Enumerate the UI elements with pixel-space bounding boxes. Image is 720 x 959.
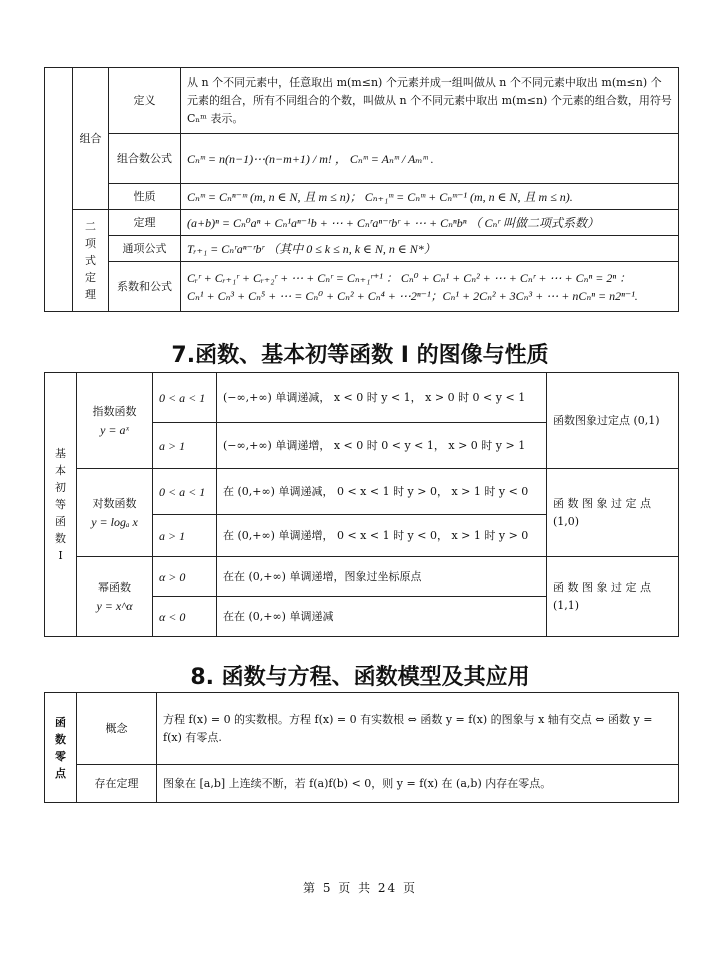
func-name: 对数函数 (92, 496, 137, 510)
coef-line-2: Cₙ¹ + Cₙ³ + Cₙ⁵ + ⋯ = Cₙ⁰ + Cₙ² + Cₙ⁴ + ⋯2ⁿ⁻¹；Cₙ¹ + 2Cₙ² + 3Cₙ³ + ⋯ + nCₙⁿ = n2ⁿ⁻¹. (187, 288, 638, 303)
condition-cell: α > 0 (153, 557, 217, 597)
fixed-point-cell: 函 数 图 象 过 定 点 (1,0) (547, 469, 679, 557)
char: I (58, 549, 63, 562)
condition-cell: α < 0 (153, 597, 217, 637)
row-label: 性质 (109, 184, 181, 210)
condition-cell: a > 1 (153, 515, 217, 557)
elementary-functions-table (44, 372, 679, 637)
func-name: 指数函数 (92, 404, 137, 418)
general-term-text: Tᵣ₊₁ = Cₙʳaⁿ⁻ʳbʳ （其中 0 ≤ k ≤ n, k ∈ N, n ∈ N*） (181, 236, 679, 262)
coefficient-sum-text (181, 262, 679, 312)
property-cell: (−∞,+∞) 单调递增， x < 0 时 0 < y < 1， x > 0 时 y > 1 (217, 423, 547, 469)
char: 式 (85, 254, 96, 267)
property-text: Cₙᵐ = Cₙⁿ⁻ᵐ (m, n ∈ N, 且 m ≤ n)； Cₙ₊₁ᵐ = Cₙᵐ + Cₙᵐ⁻¹ (m, n ∈ N, 且 m ≤ n). (181, 184, 679, 210)
char: 基 (55, 447, 66, 460)
row-label: 定理 (109, 210, 181, 236)
char: 点 (55, 766, 66, 780)
section-7-title: 7.函数、基本初等函数 I 的图像与性质 (171, 343, 549, 368)
char: 二 (85, 220, 96, 233)
char: 等 (55, 498, 66, 511)
property-cell: 在 (0,+∞) 单调递减， 0 < x < 1 时 y > 0， x > 1 时 y < 0 (217, 469, 547, 515)
property-cell: 在 (0,+∞) 单调递增， 0 < x < 1 时 y < 0， x > 1 时 y > 0 (217, 515, 547, 557)
function-zero-table (44, 692, 679, 803)
side-label (45, 373, 77, 637)
row-label: 定义 (109, 68, 181, 134)
side-label (45, 693, 77, 803)
concept-text: 方程 f(x) = 0 的实数根。方程 f(x) = 0 有实数根 ⇔ 函数 y = f(x) 的图象与 x 轴有交点 ⇔ 函数 y = f(x) 有零点. (157, 693, 679, 765)
char: 函 (55, 515, 66, 528)
group-binomial (73, 210, 109, 312)
theorem-text: (a+b)ⁿ = Cₙ⁰aⁿ + Cₙ¹aⁿ⁻¹b + ⋯ + Cₙʳaⁿ⁻ʳbʳ + ⋯ + Cₙⁿbⁿ （ Cₙʳ 叫做二项式系数） (181, 210, 679, 236)
char: 初 (55, 481, 66, 494)
char: 项 (85, 237, 96, 250)
func-power (77, 557, 153, 637)
func-formula: y = x^α (96, 598, 133, 613)
func-logarithm (77, 469, 153, 557)
coef-line-1: Cᵣʳ + Cᵣ₊₁ʳ + Cᵣ₊₂ʳ + ⋯ + Cₙʳ = Cₙ₊₁ʳ⁺¹ ： Cₙ⁰ + Cₙ¹ + Cₙ² + ⋯ + Cₙʳ + ⋯ + Cₙⁿ = 2ⁿ ： (187, 270, 632, 285)
existence-text: 图象在 [a,b] 上连续不断，若 f(a)f(b) < 0，则 y = f(x) 在 (a,b) 内存在零点。 (157, 765, 679, 803)
row-label: 存在定理 (77, 765, 157, 803)
char: 本 (55, 464, 66, 477)
func-exponential (77, 373, 153, 469)
func-name: 幂函数 (98, 580, 131, 594)
char: 数 (55, 532, 66, 545)
property-cell: (−∞,+∞) 单调递减， x < 0 时 y < 1， x > 0 时 0 < y < 1 (217, 373, 547, 423)
row-label: 组合数公式 (109, 134, 181, 184)
left-blank-cell (45, 68, 73, 312)
property-cell: 在在 (0,+∞) 单调递增，图象过坐标原点 (217, 557, 547, 597)
definition-text: 从 n 个不同元素中，任意取出 m(m≤n) 个元素并成一组叫做从 n 个不同元素中取出 m(m≤n) 个元素的组合，所有不同组合的个数，叫做从 n 个不同元素中取出 m(m≤n) 个元素的组合数，用符号 Cₙᵐ 表示。 (181, 68, 679, 134)
char: 理 (85, 288, 96, 301)
formula-text: Cₙᵐ = n(n−1)⋯(n−m+1) / m! ， Cₙᵐ = Aₙᵐ / Aₘᵐ . (181, 134, 679, 184)
row-label: 通项公式 (109, 236, 181, 262)
func-formula: y = logₐ x (91, 514, 138, 529)
group-combination: 组合 (73, 68, 109, 210)
page-footer: 第 5 页 共 24 页 (303, 881, 417, 895)
condition-cell: 0 < a < 1 (153, 469, 217, 515)
func-formula: y = aˣ (100, 422, 129, 437)
row-label: 概念 (77, 693, 157, 765)
char: 零 (55, 749, 66, 763)
row-label: 系数和公式 (109, 262, 181, 312)
combination-table (44, 67, 679, 312)
property-cell: 在在 (0,+∞) 单调递减 (217, 597, 547, 637)
char: 函 (55, 715, 66, 729)
condition-cell: a > 1 (153, 423, 217, 469)
condition-cell: 0 < a < 1 (153, 373, 217, 423)
section-8-title: 8. 函数与方程、函数模型及其应用 (190, 665, 530, 690)
char: 定 (85, 271, 96, 284)
fixed-point-cell: 函数图象过定点 (0,1) (547, 373, 679, 469)
fixed-point-cell: 函 数 图 象 过 定 点 (1,1) (547, 557, 679, 637)
char: 数 (55, 732, 66, 746)
